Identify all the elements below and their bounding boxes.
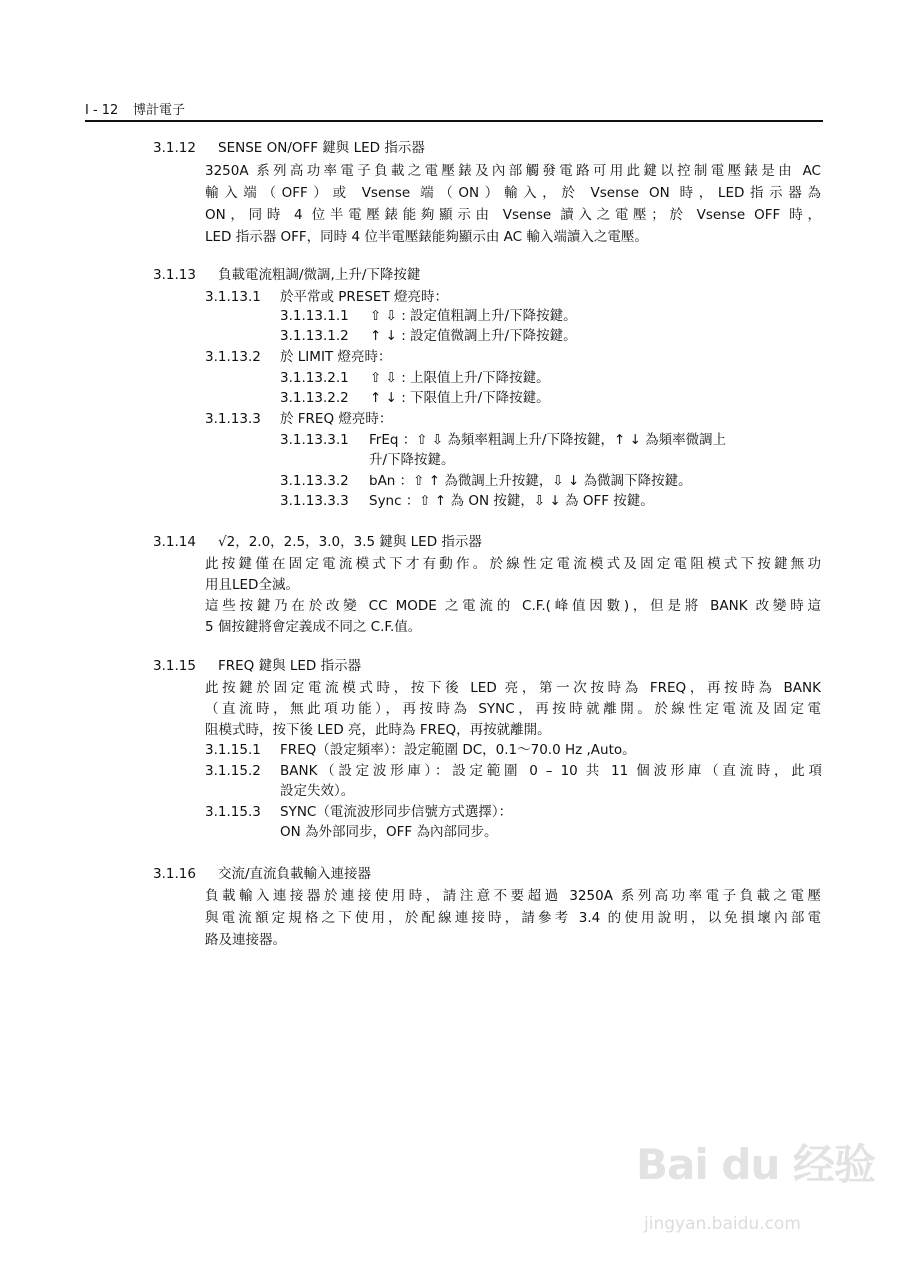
section-number: 3.1.12 bbox=[153, 140, 196, 156]
section-number: 3.1.15 bbox=[153, 658, 196, 674]
page-header bbox=[85, 101, 823, 121]
watermark-url: jingyan.baidu.com bbox=[644, 1214, 801, 1234]
subsection-text: SYNC（電流波形同步信號方式選擇）： bbox=[280, 804, 513, 820]
item-number: 3.1.13.1.1 bbox=[280, 308, 349, 324]
item-text: ⇧ ⇩ : 設定值粗調上升/下降按鍵。 bbox=[370, 308, 577, 324]
body-line: 用且LED全滅。 bbox=[205, 577, 299, 593]
subsection-number: 3.1.15.3 bbox=[205, 804, 261, 820]
subsection-text: 於 FREQ 燈亮時： bbox=[280, 411, 393, 427]
section-number: 3.1.14 bbox=[153, 534, 196, 550]
body-line: 與電流額定規格之下使用，於配線連接時，請參考 3.4 的使用說明，以免損壞內部電 bbox=[205, 910, 821, 926]
subsection-number: 3.1.13.3 bbox=[205, 411, 261, 427]
body-line: 負載輸入連接器於連接使用時，請注意不要超過 3250A 系列高功率電子負載之電壓 bbox=[205, 888, 821, 904]
subsection-text: 於平常或 PRESET 燈亮時： bbox=[280, 289, 448, 305]
item-number: 3.1.13.3.2 bbox=[280, 473, 349, 489]
item-text: ⇧ ⇩ : 上限值上升/下降按鍵。 bbox=[370, 370, 550, 386]
section-title: FREQ 鍵與 LED 指示器 bbox=[218, 658, 362, 674]
subsection-text: BANK（設定波形庫）：設定範圍 0 – 10 共 11 個波形庫（直流時，此項 bbox=[280, 763, 822, 779]
subsection-text: FREQ（設定頻率）：設定範圍 DC，0.1～70.0 Hz ,Auto。 bbox=[280, 742, 636, 758]
item-number: 3.1.13.2.2 bbox=[280, 390, 349, 406]
baidu-watermark bbox=[636, 1132, 875, 1242]
item-number: 3.1.13.3.1 bbox=[280, 432, 349, 448]
body-line: 3250A 系列高功率電子負載之電壓錶及內部觸發電路可用此鍵以控制電壓錶是由 AC bbox=[205, 163, 821, 179]
body-line: 阻模式時，按下後 LED 亮，此時為 FREQ，再按就離開。 bbox=[205, 722, 551, 738]
subsection-text-continued: ON 為外部同步，OFF 為內部同步。 bbox=[280, 824, 498, 840]
subsection-number: 3.1.15.2 bbox=[205, 763, 261, 779]
section-title: 負載電流粗調/微調,上升/下降按鍵 bbox=[218, 267, 421, 283]
body-line: LED 指示器 OFF，同時 4 位半電壓錶能夠顯示由 AC 輸入端讀入之電壓。 bbox=[205, 229, 648, 245]
body-line: 5 個按鍵將會定義成不同之 C.F.值。 bbox=[205, 619, 422, 635]
item-text: FrEq ：⇧ ⇩ 為頻率粗調上升/下降按鍵，↑ ↓ 為頻率微調上 bbox=[369, 432, 727, 448]
section-title: 交流/直流負載輸入連接器 bbox=[218, 866, 372, 882]
item-number: 3.1.13.2.1 bbox=[280, 370, 349, 386]
section-title: SENSE ON/OFF 鍵與 LED 指示器 bbox=[218, 140, 425, 156]
page-number: I - 12 bbox=[85, 103, 119, 118]
company-name: 博計電子 bbox=[133, 103, 186, 118]
body-line: （直流時，無此項功能），再按時為 SYNC，再按時就離開。於線性定電流及固定電 bbox=[205, 701, 821, 717]
item-text: ↑ ↓ : 設定值微調上升/下降按鍵。 bbox=[370, 328, 577, 344]
section-number: 3.1.13 bbox=[153, 267, 196, 283]
watermark-logo: Bai du 经验 bbox=[636, 1140, 875, 1189]
subsection-text: 於 LIMIT 燈亮時： bbox=[280, 349, 392, 365]
item-text: ↑ ↓ : 下限值上升/下降按鍵。 bbox=[370, 390, 550, 406]
item-number: 3.1.13.1.2 bbox=[280, 328, 349, 344]
item-text: bAn ：⇧ ↑ 為微調上升按鍵，⇩ ↓ 為微調下降按鍵。 bbox=[369, 473, 692, 489]
section-number: 3.1.16 bbox=[153, 866, 196, 882]
subsection-number: 3.1.15.1 bbox=[205, 742, 261, 758]
subsection-text-continued: 設定失效）。 bbox=[280, 783, 355, 799]
item-text: Sync ：⇧ ↑ 為 ON 按鍵，⇩ ↓ 為 OFF 按鍵。 bbox=[369, 493, 654, 509]
subsection-number: 3.1.13.1 bbox=[205, 289, 261, 305]
body-line: 這些按鍵乃在於改變 CC MODE 之電流的 C.F.(峰值因數)，但是將 BANK 改變時這 bbox=[205, 598, 821, 614]
body-line: 輸入端（OFF）或 Vsense 端（ON）輸入，於 Vsense ON 時，LED指示器為 bbox=[205, 185, 821, 201]
item-number: 3.1.13.3.3 bbox=[280, 493, 349, 509]
header-rule bbox=[85, 120, 823, 122]
body-line: 此按鍵於固定電流模式時，按下後 LED 亮，第一次按時為 FREQ，再按時為 BANK bbox=[205, 680, 821, 696]
body-line: 此按鍵僅在固定電流模式下才有動作。於線性定電流模式及固定電阻模式下按鍵無功 bbox=[205, 556, 821, 572]
subsection-number: 3.1.13.2 bbox=[205, 349, 261, 365]
section-title: √2，2.0，2.5，3.0，3.5 鍵與 LED 指示器 bbox=[218, 534, 482, 550]
body-line: 路及連接器。 bbox=[205, 932, 286, 948]
body-line: ON，同時 4 位半電壓錶能夠顯示由 Vsense 讀入之電壓；於 Vsense OFF 時， bbox=[205, 207, 821, 223]
item-text-continued: 升/下降按鍵。 bbox=[369, 452, 455, 468]
